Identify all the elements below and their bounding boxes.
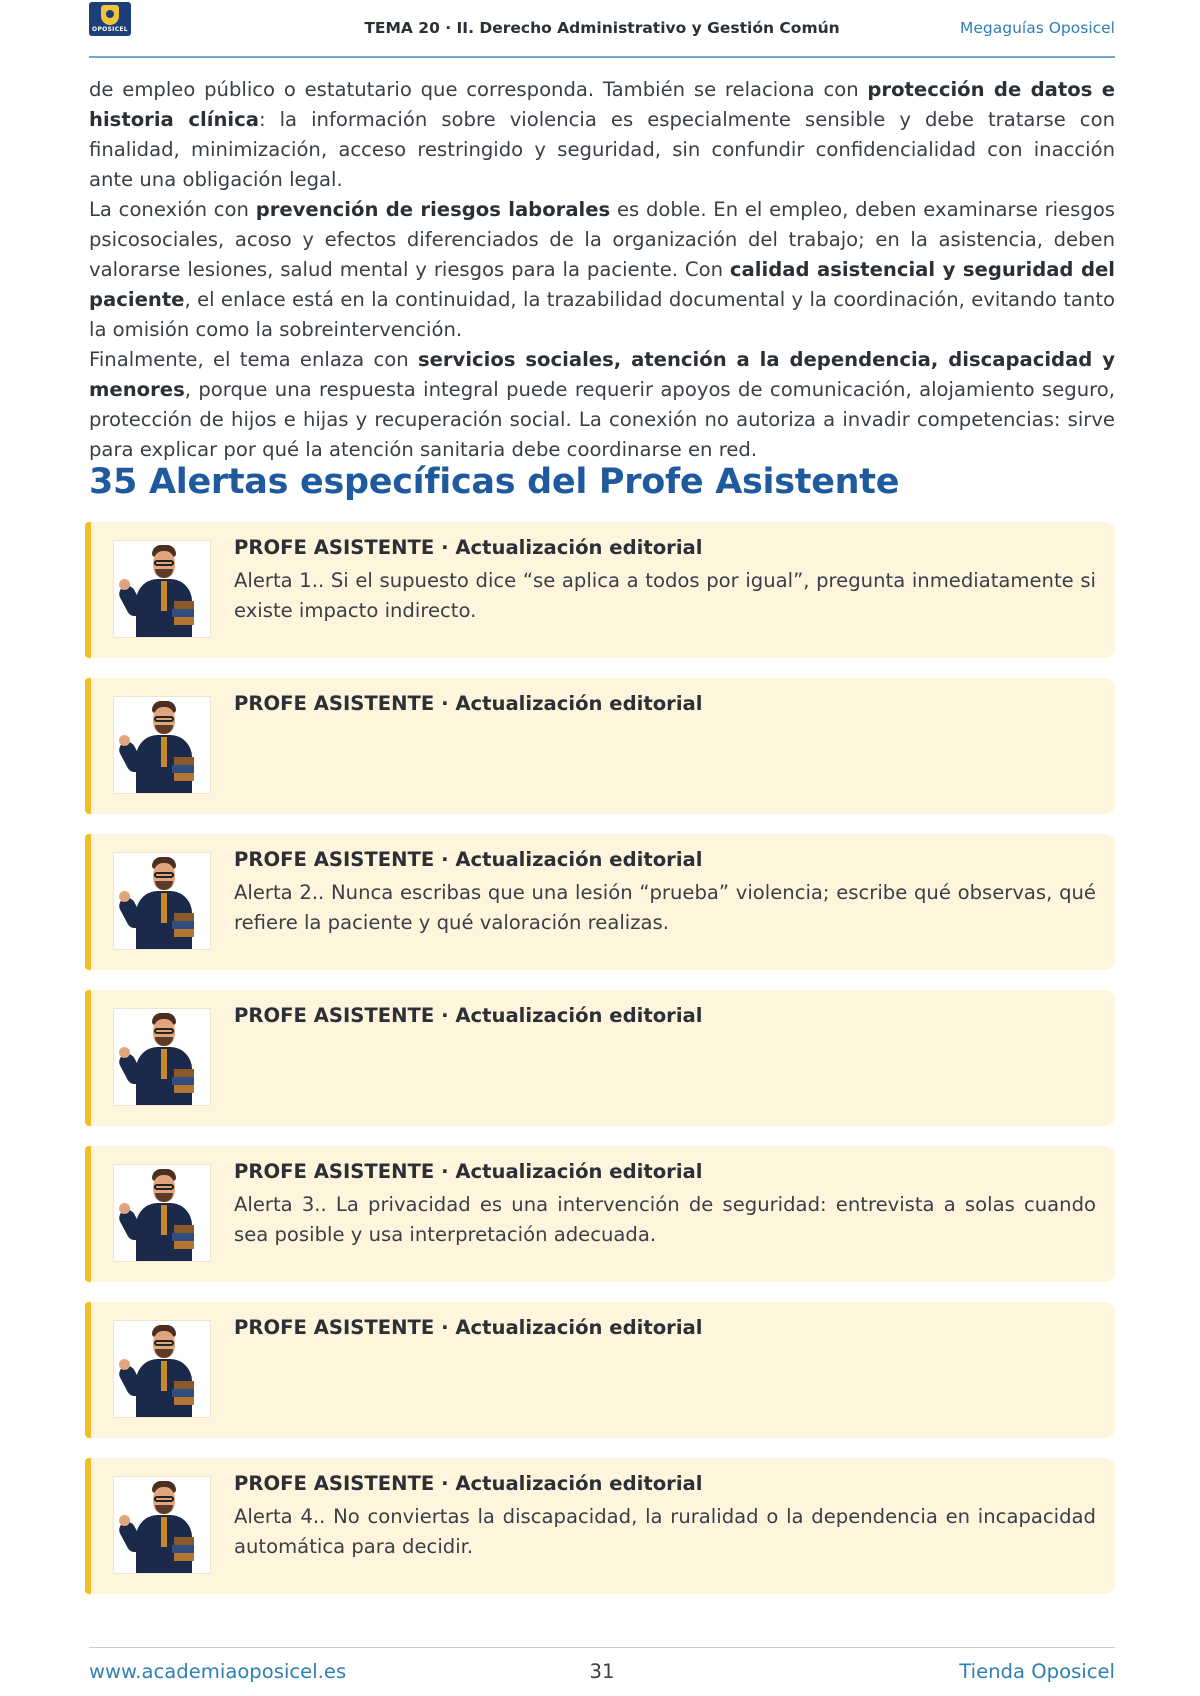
teacher-avatar-icon [113,540,211,638]
alert-text: Alerta 1.. Si el supuesto dice “se aplica a todos por igual”, pregunta inmediatamente si existe impacto indirecto. [234,569,1096,622]
header-title: TEMA 20 · II. Derecho Administrativo y Gestión Común [364,19,840,37]
oposicel-logo [89,2,131,36]
teacher-avatar-icon [113,1164,211,1262]
bold-term: servicios sociales, atención a la dependencia, discapacidad y menores [89,348,1115,401]
paragraph [89,345,1115,465]
bold-term: protección de datos e historia clínica [89,78,1116,131]
text-run: La conexión con [89,198,256,221]
text-run: , el enlace está en la continuidad, la trazabilidad documental y la coordinación, evitando tanto la omisión como la sobreintervención. [89,288,1115,341]
teacher-avatar-icon [113,696,211,794]
alert-title: PROFE ASISTENTE · Actualización editorial [234,1472,703,1495]
shield-icon [101,5,119,25]
alert-title: PROFE ASISTENTE · Actualización editorial [234,536,703,559]
alert-card [85,1458,1115,1594]
alert-card [85,990,1115,1126]
teacher-avatar-icon [113,1008,211,1106]
paragraph [89,75,1115,195]
page-footer [89,1647,1115,1696]
footer-website-link[interactable]: www.academiaoposicel.es [89,1660,347,1683]
page-number: 31 [589,1660,615,1683]
alert-card [85,1146,1115,1282]
header-brand[interactable]: Megaguías Oposicel [960,19,1115,37]
page-header [89,0,1115,58]
text-run: , porque una respuesta integral puede requerir apoyos de comunicación, alojamiento seguro, protección de hijos e hijas y recuperación social. La conexión no autoriza a invadir competencias: sirve para explicar por qué la atención sanitaria debe coordinarse en red. [89,378,1115,461]
alert-title: PROFE ASISTENTE · Actualización editorial [234,1004,703,1027]
alert-card [85,678,1115,814]
alert-title: PROFE ASISTENTE · Actualización editorial [234,1316,703,1339]
alert-title: PROFE ASISTENTE · Actualización editorial [234,692,703,715]
alert-text: Alerta 4.. No conviertas la discapacidad, la ruralidad o la dependencia en incapacidad automática para decidir. [234,1505,1096,1558]
section-title: 35 Alertas específicas del Profe Asistente [89,462,900,502]
alert-card [85,522,1115,658]
teacher-avatar-icon [113,1320,211,1418]
alert-text: Alerta 3.. La privacidad es una intervención de seguridad: entrevista a solas cuando sea posible y usa interpretación adecuada. [234,1193,1096,1246]
text-run: Finalmente, el tema enlaza con [89,348,418,371]
alert-text: Alerta 2.. Nunca escribas que una lesión “prueba” violencia; escribe qué observas, qué refiere la paciente y qué valoración realizas. [234,881,1096,934]
alert-card [85,1302,1115,1438]
text-run: : la información sobre violencia es especialmente sensible y debe tratarse con finalidad, minimización, acceso restringido y seguridad, sin confundir confidencialidad con inacción ante una obligación legal. [89,108,1115,191]
alert-title: PROFE ASISTENTE · Actualización editorial [234,848,703,871]
text-run: de empleo público o estatutario que corresponda. También se relaciona con [89,78,868,101]
footer-shop-link[interactable]: Tienda Oposicel [959,1660,1115,1683]
bold-term: calidad asistencial y seguridad del paciente [89,258,1115,311]
body-text [89,75,1115,465]
teacher-avatar-icon [113,1476,211,1574]
teacher-avatar-icon [113,852,211,950]
alert-title: PROFE ASISTENTE · Actualización editorial [234,1160,703,1183]
text-run: es doble. En el empleo, deben examinarse riesgos psicosociales, acoso y efectos diferenciados de la organización del trabajo; en la asistencia, deben valorarse lesiones, salud mental y riesgos para la paciente. Con [89,198,1116,281]
logo-text: OPOSICEL [92,26,128,33]
bold-term: prevención de riesgos laborales [255,198,611,221]
paragraph [89,195,1115,345]
alert-card [85,834,1115,970]
